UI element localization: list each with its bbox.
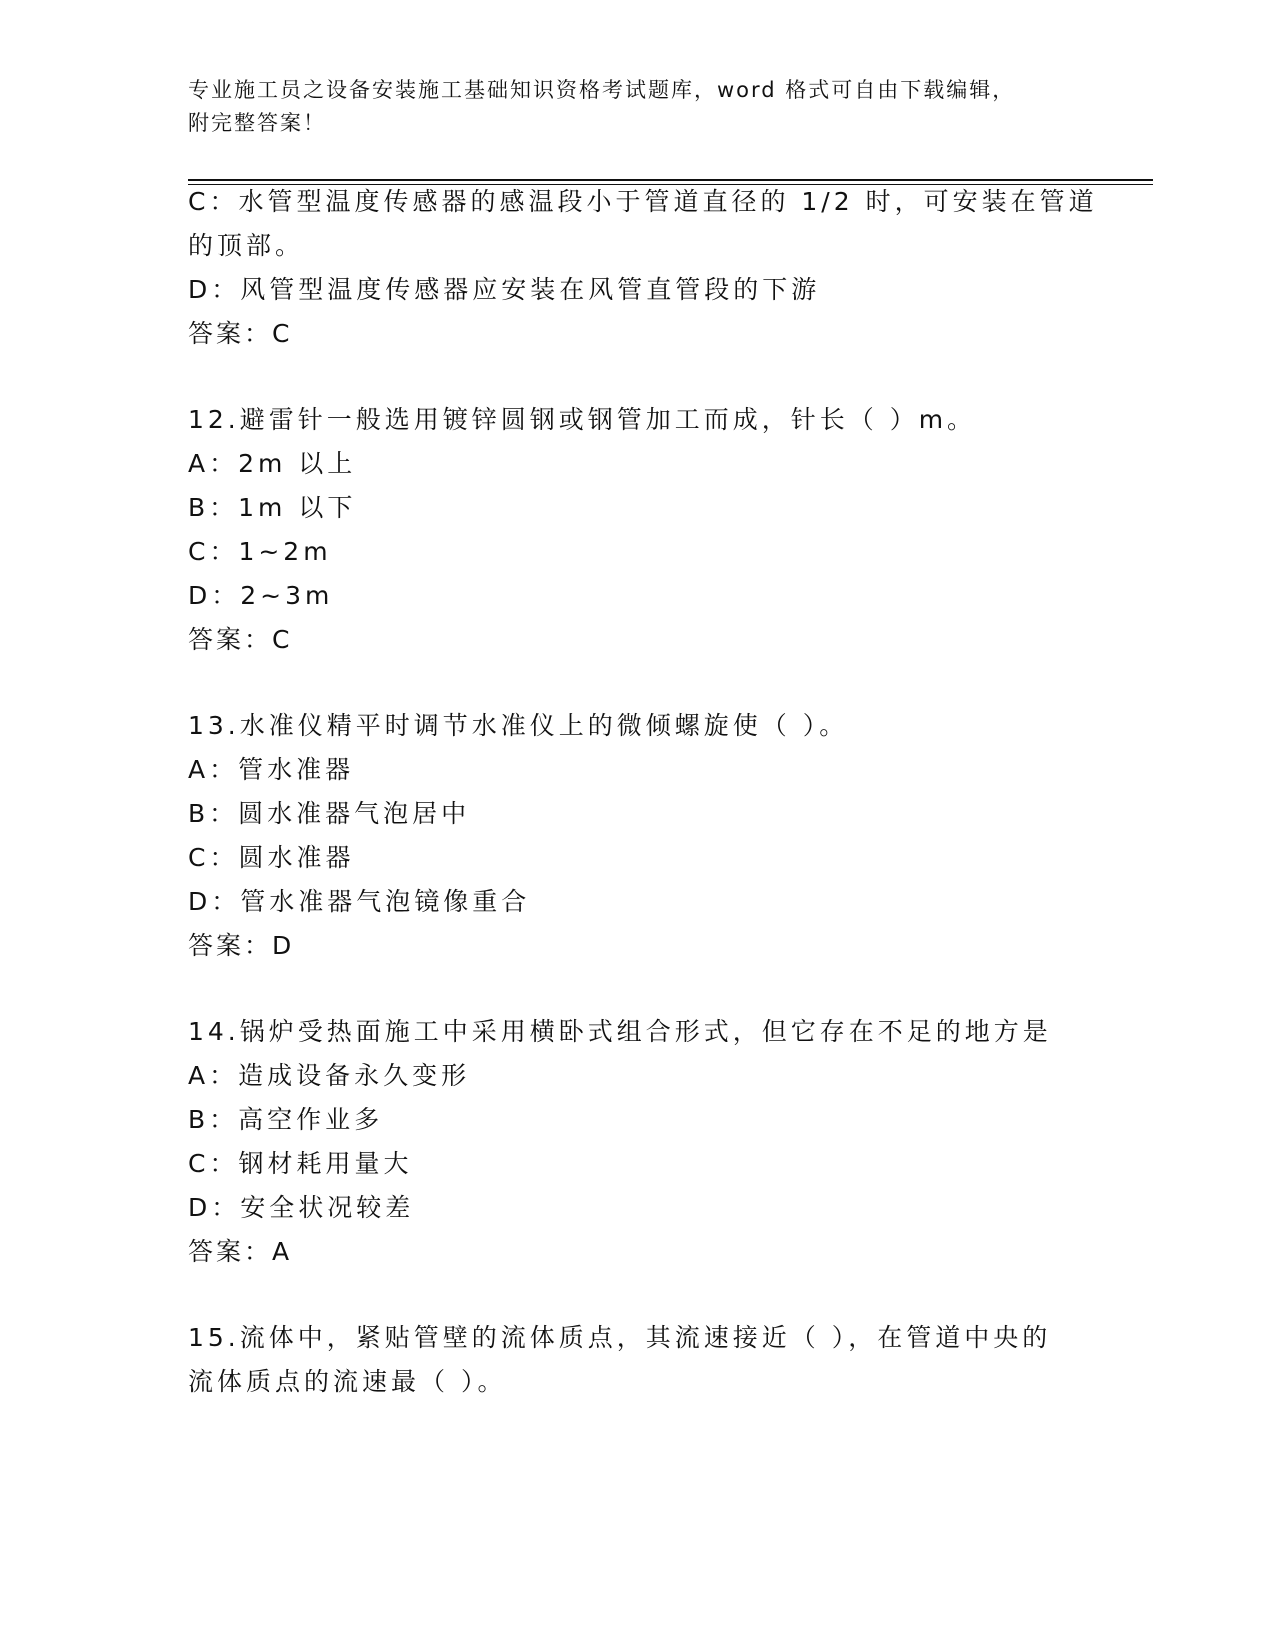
q12-option-c: C：1~2m (188, 537, 332, 566)
q14-option-c: C：钢材耗用量大 (188, 1149, 413, 1178)
q12-option-d: D：2~3m (188, 581, 334, 610)
q15-stem-line-1: 15.流体中，紧贴管壁的流体质点，其流速接近（ ），在管道中央的 (188, 1323, 1052, 1352)
q11-answer: 答案：C (188, 319, 293, 348)
header-line-2: 附完整答案！ (188, 111, 326, 135)
q11-option-c-line-1: C：水管型温度传感器的感温段小于管道直径的 1/2 时，可安装在管道 (188, 187, 1098, 216)
q14-stem: 14.锅炉受热面施工中采用横卧式组合形式，但它存在不足的地方是 (188, 1017, 1052, 1046)
q11-option-d: D：风管型温度传感器应安装在风管直管段的下游 (188, 275, 821, 304)
header-divider-thin (188, 184, 1153, 185)
q12-option-b: B：1m 以下 (188, 493, 357, 522)
q13-stem: 13.水准仪精平时调节水准仪上的微倾螺旋使（ ）。 (188, 711, 849, 740)
q14-answer: 答案：A (188, 1237, 293, 1266)
q12-option-a: A：2m 以上 (188, 449, 357, 478)
header-line-1: 专业施工员之设备安装施工基础知识资格考试题库，word 格式可自由下载编辑， (188, 78, 1016, 102)
q14-option-b: B：高空作业多 (188, 1105, 384, 1134)
q12-stem: 12.避雷针一般选用镀锌圆钢或钢管加工而成，针长（ ）m。 (188, 405, 977, 434)
q12-answer: 答案：C (188, 625, 293, 654)
header-divider-thick (188, 179, 1153, 181)
q13-option-b: B：圆水准器气泡居中 (188, 799, 471, 828)
q14-option-a: A：造成设备永久变形 (188, 1061, 471, 1090)
q13-option-d: D：管水准器气泡镜像重合 (188, 887, 531, 916)
q11-option-c-line-2: 的顶部。 (188, 231, 305, 260)
q15-stem-line-2: 流体质点的流速最（ ）。 (188, 1367, 507, 1396)
q13-option-c: C：圆水准器 (188, 843, 355, 872)
document-header (188, 74, 1068, 140)
q13-answer: 答案：D (188, 931, 295, 960)
q14-option-d: D：安全状况较差 (188, 1193, 415, 1222)
q13-option-a: A：管水准器 (188, 755, 355, 784)
